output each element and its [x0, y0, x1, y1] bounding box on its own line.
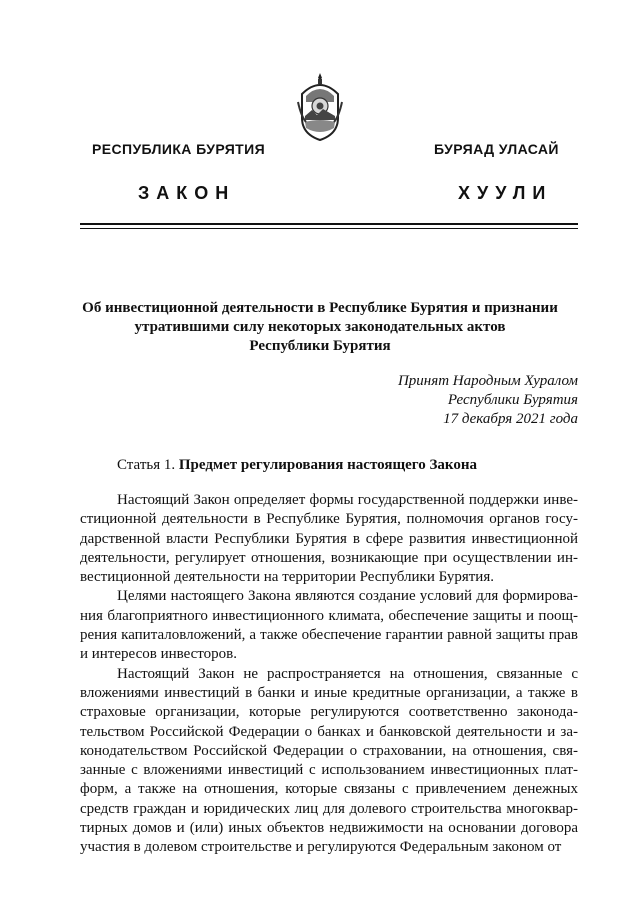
adoption-line: Принят Народным Хуралом: [397, 373, 578, 389]
article-heading: [117, 457, 477, 474]
article-title: Предмет регулирования настоящего Закона: [178, 457, 477, 473]
law-title-line: Об инвестиционной деятельности в Республике Бурятия и признании: [82, 300, 558, 316]
adoption-line: Республики Бурятия: [447, 392, 578, 408]
body-paragraph: Настоящий Закон определяет формы государственной поддержки инвестиционной деятельности в Республике Бурятия, полномочия органов государственной власти Республики Бурятия в сфере развития инвестиционной деятельности, регулирует отношения, возникающие при осуществлении инвестиционной деятельности на территории Республики Бурятия.: [80, 492, 578, 586]
doc-type-buryat: ХУУЛИ: [458, 183, 553, 203]
doc-type-russian: ЗАКОН: [138, 183, 236, 203]
header-divider-thick: [80, 223, 578, 225]
header-divider-thin: [80, 228, 578, 229]
article-number: Статья 1.: [117, 457, 176, 473]
law-title: [60, 299, 580, 356]
body-paragraph: Целями настоящего Закона являются создание условий для формирования благоприятного инвестиционного климата, обеспечение защиты и поощрения капиталовложений, а также обеспечение гарантии равной защиты прав и интересов инвесторов.: [80, 588, 578, 663]
law-title-line: утратившими силу некоторых законодательных актов: [134, 319, 506, 335]
republic-name-russian: РЕСПУБЛИКА БУРЯТИЯ: [92, 141, 266, 157]
adoption-date: 17 декабря 2021 года: [443, 411, 578, 427]
coat-of-arms-icon: [297, 72, 343, 142]
body-paragraph: Настоящий Закон не распространяется на отношения, связанные с вложениями инвестиций в банки и иные кредитные организации, а также в страховые организации, которые регулируются соответственно законодательством Российской Федерации о банках и банковской деятельности и законодательством Российской Федерации о страховании, на отношения, связанные с вложениями инвестиций с использованием инвестиционных платформ, а также на отношения, которые связаны с привлечением денежных средств граждан и юридических лиц для долевого строительства многоквартирных домов и (или) иных объектов недвижимости на основании договора участия в долевом строительстве и регулируются Федеральным законом от: [80, 665, 578, 856]
law-title-line: Республики Бурятия: [249, 338, 391, 354]
republic-name-buryat: БУРЯАД УЛАСАЙ: [434, 141, 559, 157]
article-body: [80, 491, 578, 858]
adoption-note: [398, 372, 578, 429]
